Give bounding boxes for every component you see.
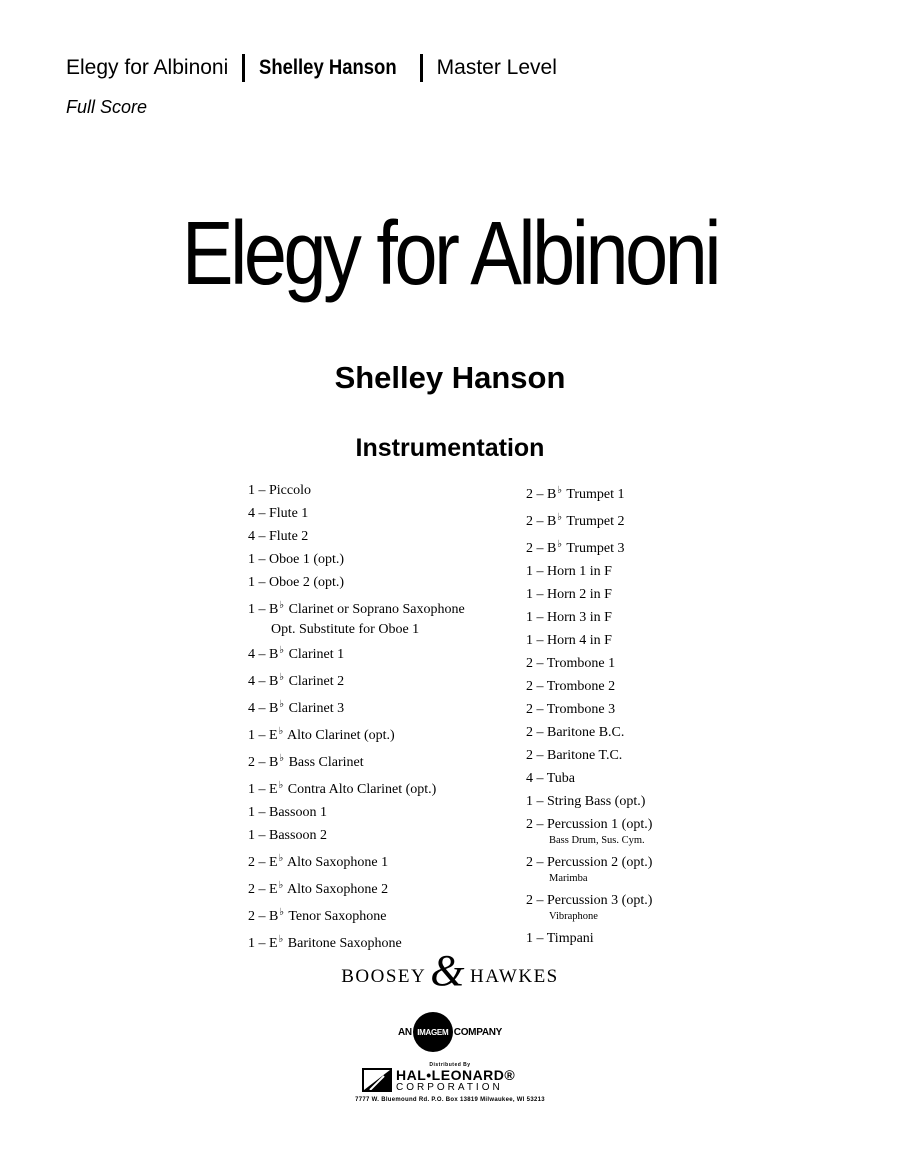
instrument-key: B	[269, 647, 279, 662]
dash-separator: –	[258, 529, 266, 544]
instrument-key: B	[547, 541, 557, 556]
instrument-count: 1	[248, 602, 255, 617]
instrument-count: 1	[248, 552, 255, 567]
instrument-name: Trumpet 2	[566, 514, 625, 529]
instrument-count: 1	[526, 610, 533, 625]
dash-separator: –	[536, 514, 544, 529]
distributor-corp: CORPORATION	[396, 1082, 503, 1093]
dash-separator: –	[258, 728, 266, 743]
instrument-name: Tenor Saxophone	[288, 909, 387, 924]
flat-symbol: ♭	[279, 645, 285, 656]
instrument-name: Piccolo	[269, 483, 311, 498]
hal-leonard-mark-icon	[364, 1070, 390, 1090]
instrument-count: 1	[526, 633, 533, 648]
instrument-item	[248, 594, 518, 639]
instrument-detail: Bass Drum, Sus. Cym.	[549, 835, 645, 846]
instrument-item	[526, 533, 726, 560]
dash-separator: –	[258, 701, 266, 716]
instrument-name: Trumpet 3	[566, 541, 625, 556]
score-type: Full Score	[66, 97, 148, 117]
instrument-item	[526, 721, 726, 744]
dash-separator: –	[536, 702, 544, 717]
flat-symbol: ♭	[279, 753, 285, 764]
instrument-item	[248, 874, 518, 901]
instrument-name: Trombone 3	[546, 702, 616, 717]
instrumentation-right-column	[526, 479, 726, 950]
publisher-ampersand: &	[430, 946, 466, 995]
dash-separator: –	[536, 679, 544, 694]
dash-separator: –	[258, 575, 266, 590]
instrument-item	[526, 851, 726, 886]
instrument-name: Percussion 1 (opt.)	[547, 817, 653, 832]
instrument-count: 2	[526, 817, 533, 832]
instrument-count: 2	[526, 679, 533, 694]
distributed-by: Distributed By	[429, 1062, 471, 1068]
flat-symbol: ♭	[278, 880, 284, 891]
dash-separator: –	[536, 725, 544, 740]
instrument-name: Baritone T.C.	[547, 748, 623, 763]
instrument-key: E	[269, 882, 278, 897]
instrument-name: Alto Saxophone 2	[287, 882, 389, 897]
instrument-item	[526, 927, 726, 950]
publisher-logo	[0, 946, 900, 995]
header-separator	[242, 54, 245, 82]
instrument-name: Percussion 2 (opt.)	[547, 855, 653, 870]
instrument-count: 2	[248, 755, 255, 770]
flat-symbol: ♭	[278, 934, 284, 945]
flat-symbol: ♭	[279, 699, 285, 710]
instrument-count: 4	[248, 647, 255, 662]
instrument-key: E	[269, 782, 278, 797]
instrument-name: Horn 4 in F	[547, 633, 612, 648]
instrument-count: 2	[526, 514, 533, 529]
instrumentation-heading: Instrumentation	[355, 434, 545, 462]
dash-separator: –	[258, 755, 266, 770]
instrument-name: Clarinet or Soprano Saxophone	[288, 602, 465, 617]
instrument-name: Alto Saxophone 1	[287, 855, 389, 870]
dash-separator: –	[536, 748, 544, 763]
instrument-name: Percussion 3 (opt.)	[547, 893, 653, 908]
flat-symbol: ♭	[279, 672, 285, 683]
instrument-count: 2	[526, 702, 533, 717]
instrument-count: 4	[248, 701, 255, 716]
instrument-name: Trumpet 1	[566, 487, 625, 502]
instrument-name: Bass Clarinet	[288, 755, 364, 770]
dash-separator: –	[258, 855, 266, 870]
distributor-name: HAL•LEONARD®	[396, 1067, 516, 1083]
instrument-count: 1	[248, 805, 255, 820]
instrument-item	[526, 479, 726, 506]
instrument-key: B	[269, 755, 279, 770]
instrument-item	[248, 824, 518, 847]
instrument-item	[248, 639, 518, 666]
dash-separator: –	[536, 633, 544, 648]
composer-name: Shelley Hanson	[334, 360, 566, 395]
dash-separator: –	[258, 602, 266, 617]
instrument-count: 2	[526, 893, 533, 908]
instrument-detail: Marimba	[549, 873, 588, 884]
dash-separator: –	[258, 828, 266, 843]
header-line	[66, 53, 557, 83]
instrument-item	[248, 774, 518, 801]
dash-separator: –	[536, 656, 544, 671]
instrument-count: 1	[526, 564, 533, 579]
instrument-name: Contra Alto Clarinet (opt.)	[287, 782, 437, 797]
instrument-count: 2	[526, 487, 533, 502]
dash-separator: –	[258, 483, 266, 498]
instrument-count: 2	[526, 656, 533, 671]
imagem-logo	[0, 1012, 900, 1052]
dash-separator: –	[258, 882, 266, 897]
flat-symbol: ♭	[557, 512, 563, 523]
instrument-count: 1	[248, 828, 255, 843]
instrument-name: Bassoon 2	[269, 828, 327, 843]
instrument-key: E	[269, 936, 278, 951]
instrument-item	[526, 790, 726, 813]
instrument-name: Clarinet 1	[288, 647, 345, 662]
instrument-count: 2	[526, 748, 533, 763]
flat-symbol: ♭	[557, 539, 563, 550]
header-separator	[420, 54, 423, 82]
instrument-item	[526, 606, 726, 629]
instrument-item	[248, 847, 518, 874]
instrument-name: Bassoon 1	[269, 805, 327, 820]
page-title: Elegy for Albinoni	[181, 204, 719, 304]
instrument-name: Horn 3 in F	[547, 610, 612, 625]
instrument-item	[248, 747, 518, 774]
instrument-item	[248, 502, 518, 525]
instrument-name: Oboe 2 (opt.)	[269, 575, 345, 590]
instrument-key: B	[547, 487, 557, 502]
dash-separator: –	[536, 771, 544, 786]
header-composer: Shelley Hanson	[259, 56, 397, 79]
flat-symbol: ♭	[279, 600, 285, 611]
instrument-name: Horn 2 in F	[547, 587, 612, 602]
dash-separator: –	[536, 587, 544, 602]
imagem-name: IMAGEM	[417, 1027, 449, 1037]
instrument-count: 1	[248, 728, 255, 743]
instrument-item	[248, 901, 518, 928]
instrument-note: Opt. Substitute for Oboe 1	[271, 622, 420, 637]
instrument-item	[526, 560, 726, 583]
imagem-an: AN	[397, 1026, 412, 1038]
instrument-key: B	[547, 514, 557, 529]
instrument-key: B	[269, 602, 279, 617]
dash-separator: –	[258, 552, 266, 567]
distributor-logo	[362, 1068, 515, 1093]
publisher-hawkes: HAWKES	[470, 966, 559, 987]
instrument-item	[248, 720, 518, 747]
instrument-count: 2	[526, 725, 533, 740]
instrument-count: 1	[526, 931, 533, 946]
instrument-item	[526, 506, 726, 533]
distributor-address: 7777 W. Bluemound Rd. P.O. Box 13819 Milwaukee, WI 53213	[355, 1097, 545, 1103]
instrument-count: 2	[248, 855, 255, 870]
instrument-item	[526, 698, 726, 721]
instrument-item	[526, 652, 726, 675]
dash-separator: –	[536, 817, 544, 832]
dash-separator: –	[258, 647, 266, 662]
instrument-count: 1	[526, 794, 533, 809]
header-title: Elegy for Albinoni	[66, 56, 229, 79]
instrument-item	[248, 548, 518, 571]
dash-separator: –	[258, 506, 266, 521]
instrument-name: Horn 1 in F	[547, 564, 612, 579]
instrument-count: 4	[248, 674, 255, 689]
dash-separator: –	[536, 487, 544, 502]
dash-separator: –	[536, 893, 544, 908]
instrument-detail: Vibraphone	[549, 911, 598, 922]
instrument-count: 4	[248, 529, 255, 544]
instrument-item	[526, 583, 726, 606]
dash-separator: –	[536, 931, 544, 946]
instrument-name: Timpani	[546, 931, 594, 946]
flat-symbol: ♭	[278, 853, 284, 864]
instrument-item	[526, 889, 726, 924]
dash-separator: –	[258, 674, 266, 689]
instrument-item	[526, 813, 726, 848]
instrument-key: E	[269, 728, 278, 743]
instrument-item	[248, 479, 518, 502]
instrument-count: 1	[248, 782, 255, 797]
instrument-key: B	[269, 674, 279, 689]
instrument-count: 2	[248, 909, 255, 924]
instrument-name: String Bass (opt.)	[547, 794, 646, 809]
instrument-key: B	[269, 909, 279, 924]
instrument-name: Flute 1	[269, 506, 309, 521]
instrument-name: Oboe 1 (opt.)	[269, 552, 345, 567]
instrument-item	[526, 767, 726, 790]
flat-symbol: ♭	[279, 907, 285, 918]
instrument-key: E	[269, 855, 278, 870]
instrument-count: 1	[248, 575, 255, 590]
instrument-name: Baritone Saxophone	[287, 936, 402, 951]
instrument-count: 2	[526, 855, 533, 870]
instrument-item	[526, 629, 726, 652]
dash-separator: –	[258, 805, 266, 820]
instrument-name: Trombone 2	[546, 679, 616, 694]
dash-separator: –	[536, 794, 544, 809]
dash-separator: –	[258, 909, 266, 924]
dash-separator: –	[536, 855, 544, 870]
instrument-count: 2	[526, 541, 533, 556]
dash-separator: –	[536, 610, 544, 625]
dash-separator: –	[536, 564, 544, 579]
instrument-name: Clarinet 2	[288, 674, 345, 689]
publisher-boosey: BOOSEY	[341, 966, 427, 987]
instrument-item	[248, 928, 518, 955]
instrument-item	[526, 675, 726, 698]
flat-symbol: ♭	[557, 485, 563, 496]
instrument-item	[248, 525, 518, 548]
instrument-item	[248, 666, 518, 693]
instrument-name: Clarinet 3	[288, 701, 345, 716]
instrument-name: Trombone 1	[546, 656, 616, 671]
instrument-count: 4	[526, 771, 533, 786]
instrumentation-left-column	[248, 479, 518, 955]
instrument-item	[248, 693, 518, 720]
instrument-count: 1	[248, 936, 255, 951]
instrument-count: 4	[248, 506, 255, 521]
dash-separator: –	[258, 782, 266, 797]
instrument-item	[526, 744, 726, 767]
header-level: Master Level	[436, 56, 557, 79]
instrument-item	[248, 571, 518, 594]
instrument-count: 1	[248, 483, 255, 498]
instrument-name: Alto Clarinet (opt.)	[287, 728, 395, 743]
instrument-count: 2	[248, 882, 255, 897]
instrument-name: Tuba	[546, 771, 576, 786]
imagem-company: COMPANY	[453, 1026, 503, 1038]
instrument-name: Baritone B.C.	[547, 725, 625, 740]
instrument-item	[248, 801, 518, 824]
dash-separator: –	[258, 936, 266, 951]
flat-symbol: ♭	[278, 780, 284, 791]
instrument-key: B	[269, 701, 279, 716]
instrument-count: 1	[526, 587, 533, 602]
instrument-name: Flute 2	[269, 529, 309, 544]
imagem-circle	[413, 1012, 453, 1052]
dash-separator: –	[536, 541, 544, 556]
hal-leonard-logo-icon	[362, 1068, 392, 1092]
flat-symbol: ♭	[278, 726, 284, 737]
